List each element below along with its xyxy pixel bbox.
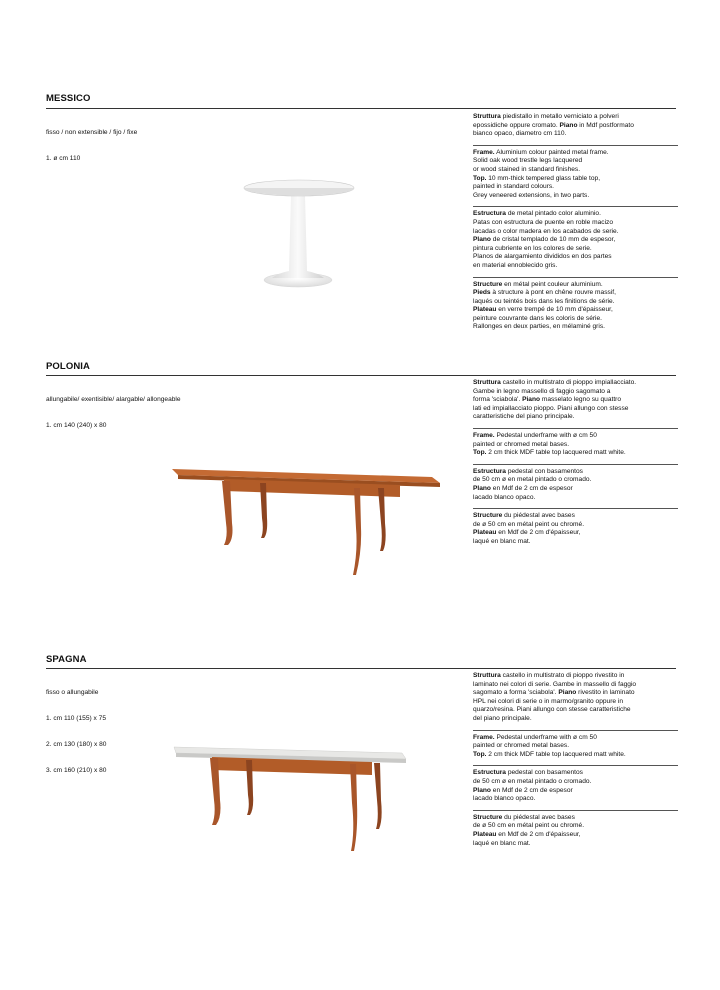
desc-es: [473, 465, 678, 509]
divider: [46, 108, 676, 109]
size-line: 2. cm 130 (180) x 80: [46, 740, 107, 748]
description-line: Frame. Pedestal underframe with ø cm 50: [473, 733, 597, 741]
description-line: laqué en blanc mat.: [473, 839, 531, 847]
desc-es: [473, 766, 678, 810]
description-line: Planos de alargamiento divididos en dos partes: [473, 253, 612, 261]
description-line: painted or chromed metal bases.: [473, 742, 570, 750]
desc-fr: [473, 278, 678, 339]
product-title: POLONIA: [46, 361, 90, 372]
desc-it: [473, 669, 678, 731]
description-line: peinture couvrante dans les coloris de série.: [473, 314, 603, 322]
product-variant-info: [46, 379, 181, 448]
description-line: lati ed impiallacciato pioppo. Piani allungo con stesse: [473, 404, 629, 412]
desc-en: [473, 146, 678, 208]
description-column: [473, 110, 678, 338]
type-line: fisso o allungabile: [46, 689, 99, 697]
description-line: Struttura castello in multistrato di pioppo impiallacciato.: [473, 379, 637, 386]
desc-en: [473, 731, 678, 767]
description-line: laqué en blanc mat.: [473, 537, 531, 545]
description-line: painted in standard colours.: [473, 183, 555, 191]
product-title: SPAGNA: [46, 654, 87, 665]
description-line: de ø 50 cm en métal peint ou chromé.: [473, 520, 585, 528]
description-line: Plano en Mdf de 2 cm de espesor: [473, 786, 573, 794]
description-line: HPL nei colori di serie o in marmo/granito oppure in: [473, 697, 624, 705]
description-line: Plano de cristal templado de 10 mm de espesor,: [473, 236, 616, 244]
description-column: [473, 669, 678, 854]
description-line: de 50 cm ø en metal pintado o cromado.: [473, 476, 592, 484]
description-line: en material ennoblecido gris.: [473, 261, 558, 269]
description-line: or wood stained in standard finishes.: [473, 165, 581, 173]
description-line: Top. 2 cm thick MDF table top lacquered matt white.: [473, 449, 626, 457]
size-line: 1. cm 110 (155) x 75: [46, 714, 106, 722]
description-line: del piano principale.: [473, 714, 532, 722]
white-top-wood-table-icon: [172, 745, 408, 855]
product-title: MESSICO: [46, 93, 91, 104]
description-line: Top. 2 cm thick MDF table top lacquered matt white.: [473, 750, 626, 758]
description-line: sagomato a forma 'sciabola'. Piano rivestito in laminato: [473, 689, 635, 697]
description-line: quarzo/resina. Piani allungo con stesse caratteristiche: [473, 706, 631, 714]
type-line: fisso / non extensible / fijo / fixe: [46, 129, 138, 137]
description-line: Estructura pedestal con basamentos: [473, 769, 583, 777]
description-line: Struttura castello in multistrato di pioppo rivestito in: [473, 672, 625, 679]
desc-en: [473, 429, 678, 465]
description-line: Plateau en Mdf de 2 cm d'épaisseur,: [473, 529, 581, 537]
product-variant-info: [46, 672, 106, 792]
description-line: pintura cubriente en los colores de serie.: [473, 244, 592, 252]
description-line: Plateau en verre trempé de 10 mm d'épaisseur,: [473, 306, 613, 314]
description-line: Structure du piédestal avec bases: [473, 512, 575, 520]
description-line: Gambe in legno massello di faggio sagomato a: [473, 387, 611, 395]
description-line: laminato nei colori di serie. Gambe in massello di faggio: [473, 680, 637, 688]
extendable-wood-table-icon: [170, 463, 442, 581]
size-line: 3. cm 160 (210) x 80: [46, 766, 107, 774]
description-line: Plano en Mdf de 2 cm de espesor: [473, 484, 573, 492]
description-line: caratteristiche del piano principale.: [473, 413, 575, 421]
description-line: Estructura de metal pintado color aluminio.: [473, 210, 601, 218]
description-line: Patas con estructura de puente en roble macizo: [473, 218, 614, 226]
description-line: lacado blanco opaco.: [473, 493, 536, 501]
desc-it: Struttura piedistallo in metallo verniciato a polveri epossidiche oppure cromato. Piano in Mdf postformato bianco opaco, diametro cm 110.: [473, 110, 678, 146]
description-line: Estructura pedestal con basamentos: [473, 467, 583, 475]
desc-es: [473, 207, 678, 277]
description-line: Frame. Pedestal underframe with ø cm 50: [473, 431, 597, 439]
description-line: Structure du piédestal avec bases: [473, 813, 575, 821]
description-line: painted or chromed metal bases.: [473, 440, 570, 448]
description-line: de ø 50 cm en métal peint ou chromé.: [473, 822, 585, 830]
description-line: Top. 10 mm-thick tempered glass table top,: [473, 174, 601, 182]
description-line: Grey veneered extensions, in two parts.: [473, 191, 590, 199]
description-line: Solid oak wood trestle legs lacquered: [473, 157, 583, 165]
desc-it: [473, 376, 678, 429]
description-line: laqués ou teintés bois dans les finitions de série.: [473, 297, 615, 305]
description-line: Rallonges en deux parties, en mélaminé gris.: [473, 323, 605, 331]
desc-fr: [473, 811, 678, 854]
description-line: forma 'sciabola'. Piano masselato legno su quattro: [473, 396, 622, 404]
product-variant-info: [46, 112, 137, 181]
description-column: [473, 376, 678, 553]
description-line: Structure en métal peint couleur aluminium.: [473, 280, 603, 288]
description-line: lacado blanco opaco.: [473, 795, 536, 803]
description-line: Frame. Aluminium colour painted metal frame.: [473, 148, 609, 156]
description-line: Pieds à structure à pont en chêne rouvre massif,: [473, 289, 616, 297]
size-line: 1. cm 140 (240) x 80: [46, 421, 107, 429]
desc-fr: [473, 509, 678, 552]
type-line: allungabile/ exentisible/ alargable/ allongeable: [46, 396, 181, 404]
description-line: lacadas o color madera en los acabados de serie.: [473, 227, 619, 235]
size-line: 1. ø cm 110: [46, 154, 81, 162]
description-line: Plateau en Mdf de 2 cm d'épaisseur,: [473, 830, 581, 838]
description-line: de 50 cm ø en metal pintado o cromado.: [473, 777, 592, 785]
round-pedestal-table-icon: [236, 176, 356, 294]
